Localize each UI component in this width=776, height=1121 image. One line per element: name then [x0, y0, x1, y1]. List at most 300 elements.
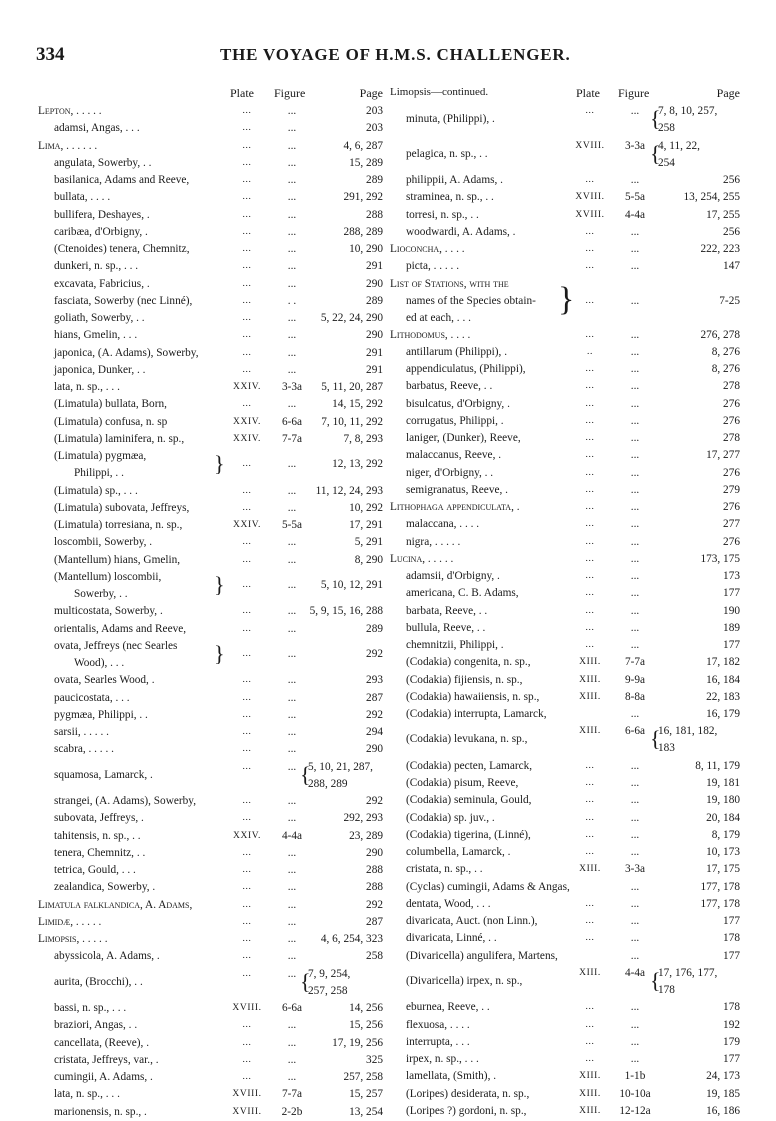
page-reference: 15, 256	[349, 1019, 383, 1032]
entry-name: straminea, n. sp., . .	[406, 191, 494, 204]
index-entry	[38, 879, 383, 896]
entry-name: excavata, Fabricius, .	[54, 277, 150, 290]
figure-number: ...	[287, 622, 297, 635]
figure-number: 7-7a	[281, 1088, 303, 1101]
figure-number: 7-7a	[624, 656, 646, 669]
figure-number: ...	[287, 1071, 297, 1083]
plate-number: ...	[242, 278, 252, 289]
entry-name: eburnea, Reeve, . .	[406, 1001, 490, 1014]
figure-header: Figure	[274, 86, 306, 100]
plate-number: ...	[242, 330, 252, 341]
page-header: Page	[359, 86, 383, 100]
index-entry	[38, 483, 383, 500]
entry-name: tahitensis, n. sp., . .	[54, 829, 141, 842]
plate-number: ...	[242, 847, 252, 858]
plate-number: XVIII.	[232, 1089, 262, 1100]
page-reference: 257, 258	[343, 1071, 383, 1083]
entry-name: laniger, (Dunker), Reeve,	[406, 432, 521, 444]
page-reference: 16, 179	[706, 708, 740, 720]
plate-number: ...	[242, 865, 252, 875]
index-entry	[38, 310, 383, 327]
entry-name: Limatula falklandica, A. Adams,	[38, 898, 193, 911]
entry-name: multicostata, Sowerby, .	[54, 605, 163, 618]
page-reference: 5, 10, 12, 291	[320, 578, 383, 591]
page-reference: 289	[366, 174, 383, 186]
figure-number: ...	[287, 398, 297, 411]
column-headers	[390, 86, 740, 103]
page-reference: 15, 289	[349, 156, 383, 169]
page-reference: 177	[723, 1053, 740, 1065]
page-reference: 177, 178	[700, 880, 740, 893]
entry-name: angulata, Sowerby, . .	[54, 156, 152, 169]
plate-number: ...	[585, 553, 595, 564]
page-reference: 290	[366, 743, 383, 756]
figure-number: ...	[630, 105, 640, 117]
plate-number: XVIII.	[232, 1003, 262, 1013]
figure-number: ...	[630, 759, 640, 772]
plate-number: ...	[585, 898, 595, 909]
entry-name: flexuosa, . . . .	[406, 1018, 470, 1031]
index-entry	[38, 448, 383, 483]
index-entry	[390, 1051, 740, 1068]
index-entry	[390, 948, 740, 965]
plate-number: ...	[242, 295, 252, 306]
entry-name: divaricata, Linné, . .	[406, 932, 497, 945]
index-entry	[390, 378, 740, 395]
figure-number: ...	[287, 691, 297, 704]
entry-name: fasciata, Sowerby (nec Linné),	[54, 294, 193, 307]
plate-number: ..	[587, 346, 593, 357]
page-reference: 293	[366, 674, 383, 687]
entry-name: (Mantellum) loscombii,	[54, 570, 162, 583]
figure-number: ...	[630, 621, 640, 634]
plate-number: ...	[242, 123, 252, 134]
figure-number: ...	[630, 328, 640, 341]
entry-name: cristata, Jeffreys, var., .	[54, 1053, 159, 1066]
index-entry	[390, 189, 740, 206]
figure-number: ...	[287, 225, 297, 238]
brace-mark: }	[214, 640, 225, 666]
page-reference: 256	[723, 174, 740, 186]
entry-name: hians, Gmelin, . . .	[54, 329, 138, 342]
index-entry	[390, 861, 740, 878]
entry-name: (Codakia) congenita, n. sp.,	[406, 656, 531, 669]
entry-name: picta, . . . . .	[406, 260, 460, 273]
plate-number: ...	[242, 813, 252, 824]
figure-number: ...	[287, 933, 297, 945]
index-entry	[390, 965, 740, 1000]
index-entry	[390, 396, 740, 413]
page-reference: 279	[723, 483, 740, 496]
index-entry	[390, 603, 740, 620]
entry-name: japonica, Dunker, . .	[54, 363, 146, 376]
page-reference: 203	[366, 105, 383, 117]
page-reference-continued: 258	[658, 122, 675, 134]
figure-number: 4-4a	[281, 829, 303, 842]
page-reference: 292	[366, 795, 383, 807]
figure-number: ...	[287, 812, 297, 825]
figure-number: 5-5a	[624, 191, 646, 204]
plate-number: ...	[585, 502, 595, 512]
figure-number: ...	[630, 449, 640, 462]
entry-name: barbata, Reeve, . .	[406, 604, 488, 617]
plate-number: ...	[242, 1020, 252, 1031]
page-reference: 14, 256	[349, 1002, 383, 1014]
page-reference: 189	[723, 621, 740, 634]
plate-number: ...	[585, 467, 595, 478]
page-reference: 178	[723, 1001, 740, 1014]
plate-number: ...	[585, 916, 595, 926]
figure-number: 7-7a	[281, 432, 303, 445]
page-reference: 277	[723, 518, 740, 531]
index-entries	[390, 103, 740, 1120]
index-entry	[390, 258, 740, 275]
page-reference: 23, 289	[349, 829, 383, 842]
page-reference: 292	[366, 898, 383, 911]
entry-name: loscombii, Sowerby, .	[54, 536, 153, 549]
plate-number: ...	[585, 847, 595, 857]
index-entry	[38, 810, 383, 827]
entry-name: Limopsis, . . . . .	[38, 933, 108, 945]
page-reference: 292, 293	[343, 812, 383, 825]
plate-number: ...	[242, 175, 252, 185]
entry-name: sarsii, . . . . .	[54, 726, 109, 738]
page-reference: 177	[723, 639, 740, 651]
plate-number: XXIV.	[233, 416, 261, 427]
plate-number: ...	[585, 605, 595, 616]
figure-number: ...	[287, 578, 297, 591]
plate-number: ...	[585, 398, 595, 409]
page-reference: 17, 277	[706, 449, 740, 462]
index-entry	[38, 431, 383, 448]
index-entry	[38, 276, 383, 293]
plate-number: ...	[585, 933, 595, 944]
plate-number: ...	[242, 313, 252, 323]
index-entry	[38, 1017, 383, 1034]
figure-number: ...	[287, 743, 297, 756]
entry-name: woodwardi, A. Adams, .	[406, 225, 516, 238]
index-entry	[38, 948, 383, 965]
page-reference: 177, 178	[700, 897, 740, 910]
entry-name: marionensis, n. sp., .	[54, 1105, 147, 1118]
entry-name: barbatus, Reeve, . .	[406, 380, 493, 393]
plate-header: Plate	[576, 86, 600, 100]
figure-number: ...	[287, 191, 297, 204]
figure-number: ...	[287, 647, 297, 660]
page-reference: 290	[366, 277, 383, 290]
entry-name: bassi, n. sp., . . .	[54, 1002, 127, 1014]
entry-name: dunkeri, n. sp., . . .	[54, 260, 139, 273]
plate-number: ...	[242, 537, 252, 548]
entry-name-continued: Wood), . . .	[74, 656, 125, 669]
page-reference: 288	[366, 864, 383, 876]
figure-number: ...	[630, 1053, 640, 1065]
entry-name: lata, n. sp., . . .	[54, 1088, 120, 1101]
entry-name: orientalis, Adams and Reeve,	[54, 622, 187, 635]
figure-number: ...	[287, 898, 297, 911]
index-entry	[390, 568, 740, 585]
figure-number: ...	[630, 225, 640, 238]
plate-number: ...	[242, 261, 252, 272]
figure-number: ...	[630, 518, 640, 531]
entry-name: (Codakia) fijiensis, n. sp.,	[406, 673, 523, 686]
page-reference: 203	[366, 122, 383, 135]
page-reference: 15, 257	[349, 1088, 383, 1101]
page-reference: 13, 254, 255	[683, 191, 740, 204]
plate-number: ...	[585, 244, 595, 254]
index-entry	[390, 672, 740, 689]
page-reference: 10, 292	[349, 501, 383, 514]
page-reference: 289	[366, 622, 383, 635]
figure-header: Figure	[618, 86, 650, 100]
plate-number: ...	[585, 433, 595, 443]
figure-number: ...	[630, 294, 640, 307]
figure-number: ...	[630, 846, 640, 858]
figure-number: ...	[287, 174, 297, 186]
index-entry	[390, 706, 740, 723]
plate-number: ...	[585, 175, 595, 185]
plate-number: XIII.	[579, 967, 601, 978]
figure-number: 4-4a	[624, 966, 646, 979]
plate-number: ...	[242, 1054, 252, 1065]
plate-number: XXIV.	[233, 520, 261, 530]
entry-name: interrupta, . . .	[406, 1035, 470, 1048]
index-entry	[38, 534, 383, 551]
entry-name: (Limatula) torresiana, n. sp.,	[54, 519, 183, 531]
figure-number: ...	[630, 604, 640, 617]
figure-number: ...	[630, 880, 640, 893]
entry-name: (Limatula) sp., . . .	[54, 484, 138, 497]
figure-number: ...	[287, 915, 297, 928]
index-column-left	[38, 86, 383, 1121]
continued-heading: Limopsis—continued.	[390, 86, 489, 98]
entry-name: corrugatus, Philippi, .	[406, 414, 504, 427]
index-entry	[390, 551, 740, 568]
plate-number: ...	[242, 675, 252, 686]
page-reference: 276	[723, 501, 740, 513]
page-reference: 294	[366, 726, 383, 738]
page-reference: 276	[723, 397, 740, 410]
plate-number: ...	[585, 760, 595, 771]
page-reference: 292	[366, 708, 383, 721]
plate-number: ...	[242, 209, 252, 220]
index-entry	[390, 344, 740, 361]
index-entry	[38, 931, 383, 948]
plate-number: ...	[585, 364, 595, 374]
plate-number: ...	[585, 622, 595, 633]
entry-name: japonica, (A. Adams), Sowerby,	[54, 346, 199, 359]
page-reference: 24, 173	[706, 1070, 740, 1083]
figure-number: ...	[287, 760, 297, 773]
plate-number: ...	[585, 812, 595, 823]
figure-number: ...	[630, 363, 640, 375]
figure-number: ...	[630, 811, 640, 824]
entry-name: aurita, (Brocchi), . .	[54, 975, 143, 988]
index-entry	[38, 103, 383, 120]
plate-number: ...	[242, 226, 252, 237]
page-reference: 292	[366, 647, 383, 660]
plate-number: XVIII.	[575, 209, 605, 220]
page-reference: 7, 9, 254,	[308, 967, 351, 980]
entry-name: bisulcatus, d'Orbigny, .	[406, 397, 510, 410]
figure-number: ...	[630, 535, 640, 548]
figure-number: ...	[287, 795, 297, 807]
page-reference: 291, 292	[343, 191, 383, 204]
entry-name: abyssicola, A. Adams, .	[54, 950, 160, 963]
figure-number: 4-4a	[624, 208, 646, 221]
brace-mark: {	[650, 726, 661, 752]
page-reference: 16, 184	[706, 673, 740, 686]
index-entry	[38, 379, 383, 396]
plate-number: ...	[242, 899, 252, 910]
index-entry	[390, 654, 740, 671]
figure-number: ...	[287, 864, 297, 876]
page-reference: 5, 22, 24, 290	[320, 312, 383, 324]
entry-name: (Codakia) interrupta, Lamarck,	[406, 708, 547, 720]
figure-number: ...	[630, 501, 640, 513]
figure-number: ...	[630, 777, 640, 789]
figure-number: 6-6a	[624, 725, 646, 738]
plate-number: ...	[242, 968, 252, 979]
page-reference: 12, 13, 292	[332, 458, 383, 470]
figure-number: 1-1b	[624, 1070, 646, 1083]
entry-name: cancellata, (Reeve), .	[54, 1036, 150, 1049]
index-entry	[38, 845, 383, 862]
plate-number: ...	[242, 744, 252, 755]
index-entry	[38, 327, 383, 344]
plate-number: ...	[242, 1072, 252, 1082]
entry-name: columbella, Lamarck, .	[406, 846, 511, 858]
plate-number: ...	[585, 484, 595, 495]
page-reference: 291	[366, 346, 383, 359]
figure-number: ...	[287, 674, 297, 687]
page-reference: 290	[366, 846, 383, 859]
entry-name: ovata, Jeffreys (nec Searles	[54, 639, 178, 652]
index-entry	[390, 327, 740, 344]
entry-name: (Cyclas) cumingii, Adams & Angas,	[406, 880, 570, 893]
index-entry	[38, 155, 383, 172]
index-entry	[390, 1034, 740, 1051]
index-entry	[390, 810, 740, 827]
figure-number: ...	[287, 1053, 297, 1066]
page-reference: 222, 223	[700, 243, 740, 255]
entry-name: antillarum (Philippi), .	[406, 345, 508, 358]
brace-mark: {	[300, 968, 311, 994]
plate-number: ...	[242, 916, 252, 927]
plate-number: ...	[242, 347, 252, 358]
entry-name: strangei, (A. Adams), Sowerby,	[54, 795, 197, 807]
entry-name: List of Stations, with the	[390, 277, 509, 290]
index-entry	[390, 1103, 740, 1120]
entry-name: (Mantellum) hians, Gmelin,	[54, 553, 181, 566]
entry-name: americana, C. B. Adams,	[406, 587, 519, 600]
page-reference: 258	[366, 950, 383, 963]
figure-number: ...	[287, 846, 297, 859]
entry-name: Lepton, . . . . .	[38, 105, 102, 117]
index-entry	[390, 585, 740, 602]
plate-number: ...	[585, 829, 595, 840]
entry-name: ovata, Searles Wood, .	[54, 674, 155, 687]
page-reference: 173, 175	[700, 552, 740, 565]
page-reference: 288, 289	[343, 225, 383, 238]
page-reference: 7, 10, 11, 292	[321, 415, 383, 428]
entry-name: (Codakia) seminula, Gould,	[406, 794, 532, 807]
page-reference: 4, 6, 254, 323	[320, 933, 383, 945]
figure-number: ...	[630, 483, 640, 496]
page-reference-continued: 288, 289	[308, 777, 348, 790]
figure-number: ...	[287, 363, 297, 376]
entry-name-continued: ed at each, . . .	[406, 311, 471, 324]
figure-number: ...	[630, 380, 640, 393]
plate-number: XXIV.	[233, 433, 261, 444]
index-entry	[390, 413, 740, 430]
figure-number: ...	[630, 932, 640, 945]
index-entry	[38, 362, 383, 379]
page-reference: 16, 186	[706, 1104, 740, 1117]
entry-name: squamosa, Lamarck, .	[54, 768, 153, 781]
page-reference: 5, 9, 15, 16, 288	[309, 605, 383, 618]
page-reference: 276, 278	[700, 328, 740, 341]
page-reference: 17, 175	[706, 863, 740, 876]
figure-number: ...	[287, 950, 297, 963]
entry-name: semigranatus, Reeve, .	[406, 483, 508, 496]
index-column-right	[390, 86, 740, 1120]
page-reference: 291	[366, 260, 383, 273]
figure-number: ...	[287, 726, 297, 738]
plate-number: ...	[242, 727, 252, 737]
entry-name: minuta, (Philippi), .	[406, 113, 495, 125]
plate-number: ...	[242, 157, 252, 168]
entry-name: (Divaricella) angulifera, Martens,	[406, 949, 558, 962]
page-reference: 177	[723, 915, 740, 927]
entry-name: (Codakia) levukana, n. sp.,	[406, 733, 528, 746]
plate-number: ...	[585, 261, 595, 272]
figure-number: 3-3a	[281, 381, 303, 393]
index-entry	[390, 103, 740, 138]
index-entry	[390, 896, 740, 913]
entry-name: Limidæ, . . . . .	[38, 915, 102, 928]
plate-number: ...	[585, 588, 595, 599]
plate-number: ...	[242, 244, 252, 254]
plate-number: ...	[242, 579, 252, 590]
entry-name: nigra, . . . . .	[406, 535, 461, 548]
plate-number: XVIII.	[575, 192, 605, 203]
entry-name: pygmæa, Philippi, . .	[54, 708, 148, 721]
figure-number: ...	[287, 156, 297, 169]
page-reference: 287	[366, 915, 383, 928]
plate-number: ...	[242, 761, 252, 772]
page-reference: 13, 254	[349, 1105, 383, 1118]
index-entry	[390, 620, 740, 637]
plate-header: Plate	[230, 86, 254, 100]
page-header: Page	[716, 86, 740, 100]
page-reference: 8, 276	[711, 345, 740, 358]
entry-name: (Ctenoides) tenera, Chemnitz,	[54, 243, 190, 255]
entry-name: bullata, . . . .	[54, 191, 111, 204]
figure-number: 6-6a	[281, 415, 303, 428]
figure-number: ...	[287, 881, 297, 894]
entry-name: irpex, n. sp., . . .	[406, 1053, 479, 1065]
index-entry	[390, 499, 740, 516]
plate-number: ...	[585, 450, 595, 461]
index-entry	[38, 672, 383, 689]
page-reference: 256	[723, 225, 740, 238]
page-reference-continued: 178	[658, 983, 675, 996]
index-entry	[390, 879, 740, 896]
figure-number: ...	[287, 277, 297, 290]
index-entry	[390, 723, 740, 758]
figure-number: ...	[630, 794, 640, 807]
